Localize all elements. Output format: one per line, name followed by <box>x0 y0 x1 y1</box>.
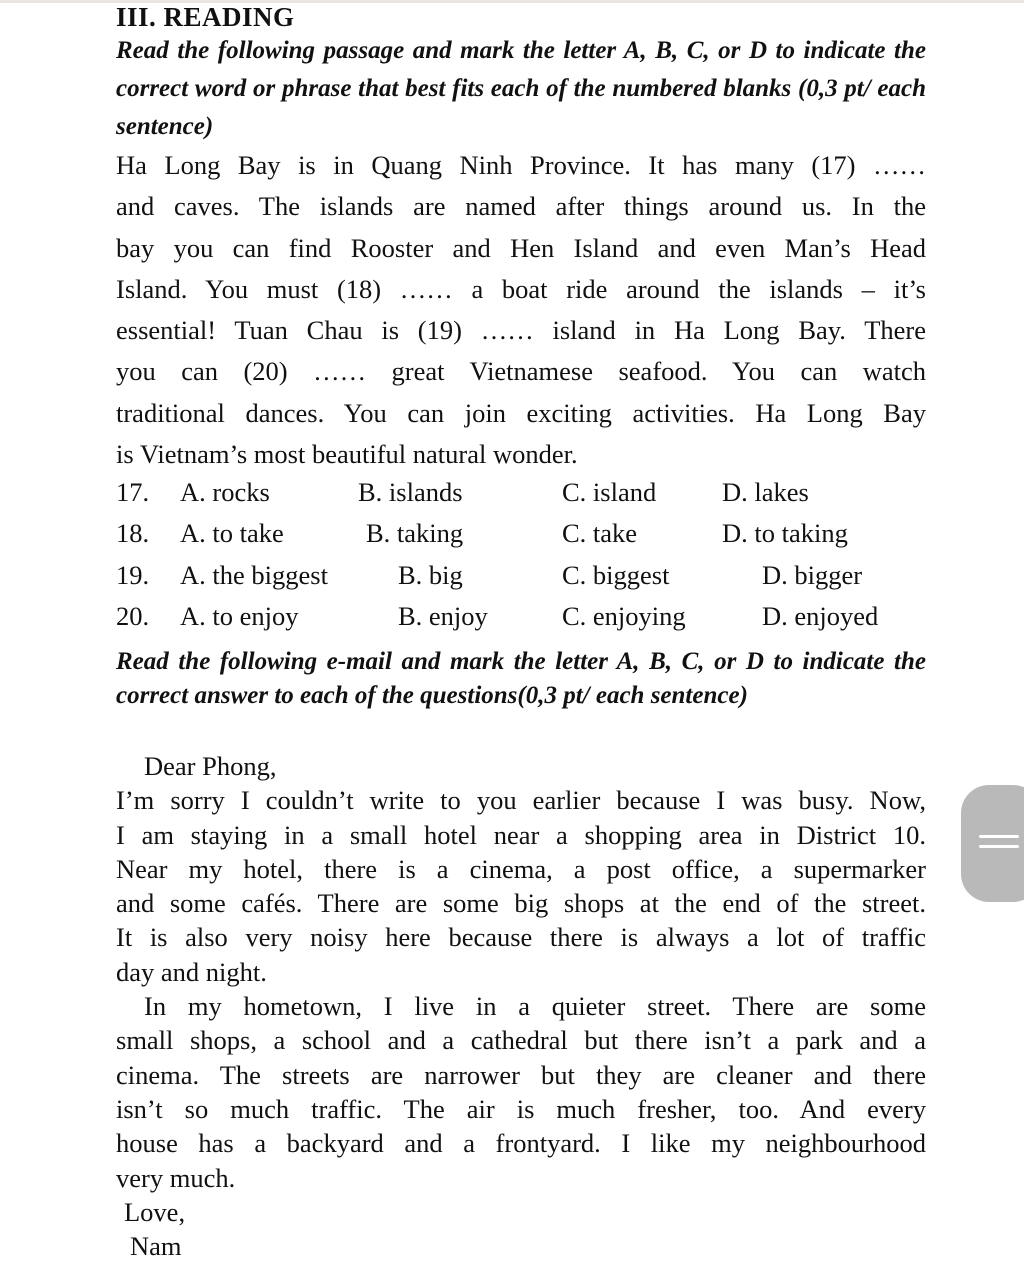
email-line: I am staying in a small hotel near a shopping area in District 10. <box>116 819 926 850</box>
email-line: day and night. <box>116 956 267 987</box>
option-d: D. enjoyed <box>762 600 879 631</box>
email-signature: Nam <box>130 1231 182 1262</box>
email-line: house has a backyard and a frontyard. I like my neighbourhood <box>116 1128 926 1159</box>
option-a: A. to take <box>180 518 284 549</box>
question-row <box>116 518 926 559</box>
option-b: B. islands <box>358 477 463 507</box>
option-c: C. take <box>562 518 638 549</box>
email-line: cinema. The streets are narrower but they are cleaner and there <box>116 1059 926 1090</box>
section-title: III. READING <box>116 2 295 32</box>
option-c: C. enjoying <box>562 600 686 631</box>
option-d: D. bigger <box>762 559 863 590</box>
option-d: D. to taking <box>722 518 848 549</box>
passage <box>116 145 926 475</box>
question-number: 19. <box>116 559 150 590</box>
question-number: 18. <box>116 518 150 549</box>
email-line: and some cafés. There are some big shops at the end of the street. <box>116 888 926 919</box>
passage-line: traditional dances. You can join exciting activities. Ha Long Bay <box>116 397 926 428</box>
option-c: C. biggest <box>562 559 670 590</box>
passage-line: you can (20) …… great Vietnamese seafood. You can watch <box>116 356 926 387</box>
option-a: A. to enjoy <box>180 600 299 631</box>
question-row <box>116 560 926 601</box>
handle-bar-icon <box>979 835 1019 838</box>
email-line: Near my hotel, there is a cinema, a post office, a supermarker <box>116 853 926 884</box>
passage-line: bay you can find Rooster and Hen Island and even Man’s Head <box>116 232 926 263</box>
email-line: small shops, a school and a cathedral but there isn’t a park and a <box>116 1025 926 1056</box>
question-row <box>116 601 926 642</box>
option-a: A. rocks <box>180 477 270 507</box>
email-line: It is also very noisy here because there is always a lot of traffic <box>116 922 926 953</box>
email <box>116 749 926 1263</box>
handle-bar-icon <box>979 845 1019 848</box>
passage-line: Island. You must (18) …… a boat ride around the islands – it’s <box>116 273 926 304</box>
option-b: B. taking <box>366 518 464 549</box>
question-number: 17. <box>116 477 150 507</box>
email-line: very much. <box>116 1162 236 1193</box>
question-number: 20. <box>116 600 150 631</box>
option-d: D. lakes <box>722 477 809 507</box>
option-c: C. island <box>562 477 657 507</box>
email-line: isn’t so much traffic. The air is much fresher, too. And every <box>116 1093 926 1124</box>
passage-line: essential! Tuan Chau is (19) …… island in Ha Long Bay. There <box>116 315 926 346</box>
email-closing: Love, <box>124 1196 186 1227</box>
email-greeting: Dear Phong, <box>144 751 277 781</box>
question-row <box>116 477 926 518</box>
option-a: A. the biggest <box>180 559 328 590</box>
passage-line: Ha Long Bay is in Quang Ninh Province. It has many (17) …… <box>116 150 926 180</box>
instruction-passage: Read the following passage and mark the letter A, B, C, or D to indicate the correct word or phrase that best fits each of the numbered blanks (0,3 pt/ each sentence) <box>116 37 926 140</box>
instruction-email: Read the following e-mail and mark the letter A, B, C, or D to indicate the correct answer to each of the questions(0,3 pt/ each sentence) <box>116 648 926 709</box>
email-line: I’m sorry I couldn’t write to you earlier because I was busy. Now, <box>116 785 926 816</box>
option-b: B. enjoy <box>398 600 488 631</box>
option-b: B. big <box>398 559 463 590</box>
passage-line: is Vietnam’s most beautiful natural wonder. <box>116 439 578 470</box>
side-panel-handle[interactable] <box>961 785 1024 902</box>
email-line: In my hometown, I live in a quieter street. There are some <box>144 991 926 1022</box>
passage-line: and caves. The islands are named after things around us. In the <box>116 191 926 222</box>
question-options <box>116 477 926 642</box>
